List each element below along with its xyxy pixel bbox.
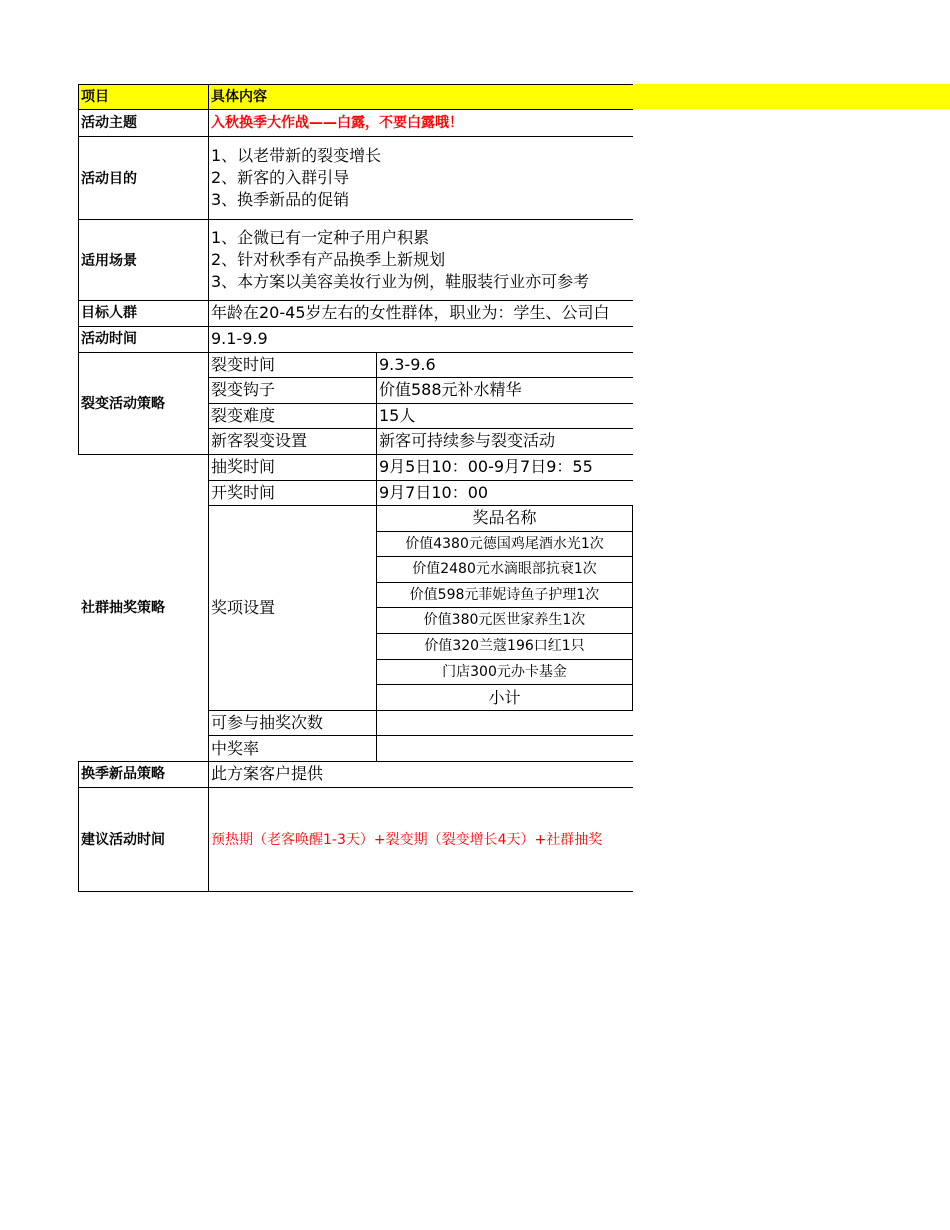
grid-line	[78, 219, 633, 220]
grid-line	[376, 659, 633, 660]
grid-line	[78, 761, 633, 762]
theme-label: 活动主题	[81, 115, 137, 131]
fission-key: 裂变时间	[211, 355, 276, 374]
grid-line	[632, 505, 633, 710]
prize-subtotal: 小计	[488, 688, 521, 707]
grid-line	[208, 735, 633, 736]
grid-line	[78, 300, 633, 301]
grid-line	[208, 377, 633, 378]
grid-line	[78, 352, 633, 353]
grid-line	[208, 428, 633, 429]
header-item: 项目	[81, 89, 109, 105]
new-product-label: 换季新品策略	[81, 766, 165, 782]
chances-key: 可参与抽奖次数	[211, 713, 324, 732]
prize-item: 价值380元医世家养生1次	[423, 612, 586, 628]
fission-value: 9.3-9.6	[379, 355, 436, 374]
prize-item: 价值320兰蔻196口红1只	[424, 638, 585, 654]
draw-time-key: 抽奖时间	[211, 457, 276, 476]
grid-line	[78, 136, 633, 137]
win-rate-key: 中奖率	[211, 739, 260, 758]
grid-line	[376, 684, 633, 685]
suggest-label: 建议活动时间	[81, 832, 165, 848]
purpose-line: 2、新客的入群引导	[211, 168, 350, 187]
purpose-label: 活动目的	[81, 171, 137, 187]
grid-line	[376, 531, 633, 532]
grid-line	[376, 352, 377, 506]
fission-value: 15人	[379, 406, 416, 425]
grid-line	[78, 84, 633, 85]
prize-item: 价值4380元德国鸡尾酒水光1次	[405, 536, 604, 552]
grid-line	[78, 787, 633, 788]
prize-item: 门店300元办卡基金	[442, 664, 567, 680]
purpose-line: 1、以老带新的裂变增长	[211, 146, 382, 165]
audience-label: 目标人群	[81, 305, 137, 321]
time-label: 活动时间	[81, 331, 137, 347]
suggest-value: 预热期（老客唤醒1-3天）+裂变期（裂变增长4天）+社群抽奖	[211, 832, 603, 848]
grid-line	[208, 710, 633, 711]
grid-line	[78, 891, 633, 892]
grid-line	[376, 556, 633, 557]
grid-line	[208, 480, 633, 481]
time-value: 9.1-9.9	[211, 329, 268, 348]
prize-label: 奖项设置	[211, 598, 276, 617]
open-time-key: 开奖时间	[211, 483, 276, 502]
fission-value: 新客可持续参与裂变活动	[379, 431, 556, 450]
new-product-value: 此方案客户提供	[211, 764, 324, 783]
grid-line	[78, 109, 633, 110]
fission-key: 裂变难度	[211, 406, 276, 425]
grid-line	[208, 403, 633, 404]
scenario-line: 1、企微已有一定种子用户积累	[211, 228, 430, 247]
grid-line	[208, 505, 633, 506]
lottery-label: 社群抽奖策略	[81, 600, 165, 616]
grid-line	[376, 582, 633, 583]
scenario-line: 2、针对秋季有产品换季上新规划	[211, 250, 446, 269]
theme-value: 入秋换季大作战——白露，不要白露哦！	[211, 115, 463, 131]
grid-line	[376, 633, 633, 634]
grid-line	[376, 607, 633, 608]
grid-line	[78, 761, 79, 892]
fission-label: 裂变活动策略	[81, 396, 165, 412]
audience-value: 年龄在20-45岁左右的女性群体，职业为：学生、公司白	[211, 303, 610, 322]
open-time-value: 9月7日10：00	[379, 483, 489, 502]
prize-header: 奖品名称	[472, 508, 537, 527]
prize-item: 价值598元菲妮诗鱼子护理1次	[409, 587, 600, 603]
scenario-line: 3、本方案以美容美妆行业为例，鞋服装行业亦可参考	[211, 272, 590, 291]
header-content: 具体内容	[211, 89, 267, 105]
grid-line	[78, 454, 633, 455]
prize-item: 价值2480元水滴眼部抗衰1次	[412, 561, 597, 577]
draw-time-value: 9月5日10：00-9月7日9：55	[379, 457, 593, 476]
fission-value: 价值588元补水精华	[379, 380, 522, 399]
purpose-line: 3、换季新品的促销	[211, 190, 350, 209]
fission-key: 新客裂变设置	[211, 431, 308, 450]
grid-line	[208, 84, 209, 892]
scenario-label: 适用场景	[81, 253, 137, 269]
grid-line	[78, 326, 633, 327]
grid-line	[78, 84, 79, 455]
fission-key: 裂变钩子	[211, 380, 276, 399]
